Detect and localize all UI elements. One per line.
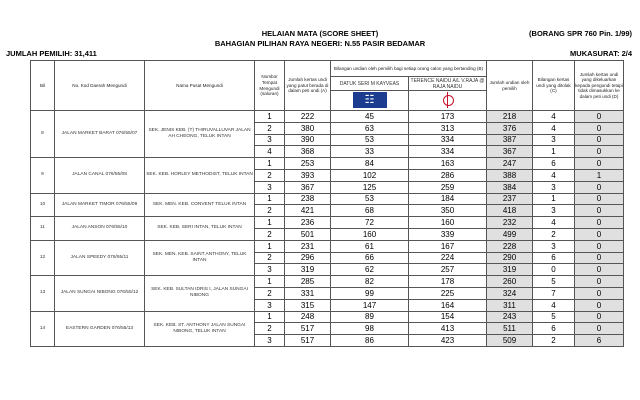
kertas-dikeluarkan-cell: 248 bbox=[285, 311, 331, 323]
candidate-1-votes-cell: 147 bbox=[331, 299, 409, 311]
table-row bbox=[31, 217, 624, 229]
ditolak-cell: 7 bbox=[533, 287, 575, 299]
page-number: MUKASURAT: 2/4 bbox=[570, 49, 632, 58]
kertas-dikeluarkan-cell: 296 bbox=[285, 252, 331, 264]
district-bil: 12 bbox=[31, 240, 55, 275]
candidate-1-votes-cell: 66 bbox=[331, 252, 409, 264]
tidak-dimasukkan-cell: 6 bbox=[575, 335, 624, 347]
jumlah-undian-cell: 324 bbox=[487, 287, 533, 299]
jumlah-undian-cell: 290 bbox=[487, 252, 533, 264]
jumlah-undian-cell: 218 bbox=[487, 111, 533, 123]
tidak-dimasukkan-cell: 0 bbox=[575, 146, 624, 158]
saluran-cell: 3 bbox=[255, 299, 285, 311]
district-bil: 8 bbox=[31, 111, 55, 158]
tidak-dimasukkan-cell: 0 bbox=[575, 193, 624, 205]
candidate-1-name: DATUK SERI M KAYVEAS bbox=[331, 77, 409, 91]
candidate-1-votes-cell: 102 bbox=[331, 169, 409, 181]
jumlah-undian-cell: 367 bbox=[487, 146, 533, 158]
kertas-dikeluarkan-cell: 236 bbox=[285, 217, 331, 229]
candidate-2-votes-cell: 167 bbox=[409, 240, 487, 252]
ditolak-cell: 6 bbox=[533, 158, 575, 170]
district-bil: 9 bbox=[31, 158, 55, 193]
candidate-2-votes-cell: 164 bbox=[409, 299, 487, 311]
saluran-cell: 1 bbox=[255, 311, 285, 323]
jumlah-undian-cell: 384 bbox=[487, 181, 533, 193]
ditolak-cell: 4 bbox=[533, 217, 575, 229]
table-row bbox=[31, 240, 624, 252]
tidak-dimasukkan-cell: 0 bbox=[575, 311, 624, 323]
polling-centre: SEK. KEB. SERI INTAN, TELUK INTAN bbox=[145, 217, 255, 241]
kertas-dikeluarkan-cell: 380 bbox=[285, 122, 331, 134]
district-bil: 13 bbox=[31, 276, 55, 311]
candidate-2-votes-cell: 163 bbox=[409, 158, 487, 170]
ditolak-cell: 4 bbox=[533, 299, 575, 311]
candidate-2-votes-cell: 339 bbox=[409, 228, 487, 240]
candidate-2-votes-cell: 224 bbox=[409, 252, 487, 264]
saluran-cell: 1 bbox=[255, 111, 285, 123]
candidate-1-votes-cell: 45 bbox=[331, 111, 409, 123]
ditolak-cell: 3 bbox=[533, 205, 575, 217]
ditolak-cell: 3 bbox=[533, 134, 575, 146]
col-bil: Bil bbox=[31, 61, 55, 111]
jumlah-undian-cell: 228 bbox=[487, 240, 533, 252]
candidate-1-votes-cell: 160 bbox=[331, 228, 409, 240]
candidate-2-votes-cell: 334 bbox=[409, 134, 487, 146]
tidak-dimasukkan-cell: 0 bbox=[575, 122, 624, 134]
candidate-1-votes-cell: 63 bbox=[331, 122, 409, 134]
jumlah-undian-cell: 499 bbox=[487, 228, 533, 240]
tidak-dimasukkan-cell: 0 bbox=[575, 181, 624, 193]
dacing-icon bbox=[441, 92, 455, 108]
col-pusat: Nama Pusat Mengundi bbox=[145, 61, 255, 111]
kertas-dikeluarkan-cell: 501 bbox=[285, 228, 331, 240]
polling-centre: SEK. MEN. KEB. SAINT ANTHONY, TELUK INTAN bbox=[145, 240, 255, 275]
saluran-cell: 2 bbox=[255, 122, 285, 134]
saluran-cell: 2 bbox=[255, 323, 285, 335]
kertas-dikeluarkan-cell: 367 bbox=[285, 181, 331, 193]
candidate-1-votes-cell: 125 bbox=[331, 181, 409, 193]
candidate-2-votes-cell: 257 bbox=[409, 264, 487, 276]
saluran-cell: 1 bbox=[255, 193, 285, 205]
kertas-dikeluarkan-cell: 253 bbox=[285, 158, 331, 170]
district-code: EASTERN GARDEN 076/55/13 bbox=[55, 311, 145, 346]
district-bil: 11 bbox=[31, 217, 55, 241]
candidate-2-logo bbox=[409, 91, 487, 111]
saluran-cell: 2 bbox=[255, 169, 285, 181]
ditolak-cell: 4 bbox=[533, 169, 575, 181]
candidate-2-votes-cell: 286 bbox=[409, 169, 487, 181]
ditolak-cell: 5 bbox=[533, 311, 575, 323]
candidate-1-votes-cell: 99 bbox=[331, 287, 409, 299]
tidak-dimasukkan-cell: 1 bbox=[575, 169, 624, 181]
col-saluran: Nombor Tempat Mengundi (saluran) bbox=[255, 61, 285, 111]
ballot-box-icon: ☷ bbox=[353, 92, 387, 108]
tidak-dimasukkan-cell: 0 bbox=[575, 217, 624, 229]
candidate-2-votes-cell: 350 bbox=[409, 205, 487, 217]
kertas-dikeluarkan-cell: 390 bbox=[285, 134, 331, 146]
ditolak-cell: 6 bbox=[533, 252, 575, 264]
tidak-dimasukkan-cell: 0 bbox=[575, 276, 624, 288]
district-code: JALAN MARKET TIMOR 076/55/09 bbox=[55, 193, 145, 217]
form-code: (BORANG SPR 760 Pin. 1/99) bbox=[529, 29, 632, 38]
jumlah-undian-cell: 237 bbox=[487, 193, 533, 205]
candidate-2-votes-cell: 313 bbox=[409, 122, 487, 134]
ditolak-cell: 0 bbox=[533, 264, 575, 276]
jumlah-undian-cell: 319 bbox=[487, 264, 533, 276]
tidak-dimasukkan-cell: 0 bbox=[575, 134, 624, 146]
col-bilangan-undian: Bilangan undian oleh pemilih bagi setiap orang calon yang bertanding (B) bbox=[331, 61, 487, 77]
candidate-1-votes-cell: 84 bbox=[331, 158, 409, 170]
saluran-cell: 3 bbox=[255, 264, 285, 276]
candidate-2-votes-cell: 334 bbox=[409, 146, 487, 158]
candidate-2-votes-cell: 413 bbox=[409, 323, 487, 335]
jumlah-undian-cell: 311 bbox=[487, 299, 533, 311]
district-code: JALAN CANAL 076/55/08 bbox=[55, 158, 145, 193]
saluran-cell: 1 bbox=[255, 158, 285, 170]
candidate-1-votes-cell: 72 bbox=[331, 217, 409, 229]
table-row bbox=[31, 193, 624, 205]
saluran-cell: 3 bbox=[255, 134, 285, 146]
candidate-1-votes-cell: 53 bbox=[331, 193, 409, 205]
kertas-dikeluarkan-cell: 517 bbox=[285, 323, 331, 335]
sheet-subtitle: BAHAGIAN PILIHAN RAYA NEGERI: N.55 PASIR BEDAMAR bbox=[214, 39, 426, 48]
polling-centre: SEK. KEB. HORLEY METHODIST, TELUK INTAN bbox=[145, 158, 255, 193]
kertas-dikeluarkan-cell: 368 bbox=[285, 146, 331, 158]
candidate-2-votes-cell: 160 bbox=[409, 217, 487, 229]
saluran-cell: 1 bbox=[255, 276, 285, 288]
kertas-dikeluarkan-cell: 315 bbox=[285, 299, 331, 311]
jumlah-undian-cell: 243 bbox=[487, 311, 533, 323]
tidak-dimasukkan-cell: 0 bbox=[575, 205, 624, 217]
score-table bbox=[30, 60, 624, 347]
ditolak-cell: 2 bbox=[533, 335, 575, 347]
voter-count: JUMLAH PEMILIH: 31,411 bbox=[6, 49, 97, 58]
kertas-dikeluarkan-cell: 238 bbox=[285, 193, 331, 205]
tidak-dimasukkan-cell: 0 bbox=[575, 287, 624, 299]
candidate-2-votes-cell: 154 bbox=[409, 311, 487, 323]
candidate-1-votes-cell: 82 bbox=[331, 276, 409, 288]
polling-centre: SEK. KEB. ST. ANTHONY JALAN SUNGAI NIBONG, TELUK INTAN bbox=[145, 311, 255, 346]
candidate-1-votes-cell: 86 bbox=[331, 335, 409, 347]
col-kertas-dikeluarkan: Jumlah kertas undi yang patut berada di dalam peti undi (A) bbox=[285, 61, 331, 111]
jumlah-undian-cell: 509 bbox=[487, 335, 533, 347]
saluran-cell: 1 bbox=[255, 240, 285, 252]
saluran-cell: 2 bbox=[255, 205, 285, 217]
kertas-dikeluarkan-cell: 319 bbox=[285, 264, 331, 276]
district-bil: 14 bbox=[31, 311, 55, 346]
col-jumlah-undian: Jumlah undian oleh pemilih bbox=[487, 61, 533, 111]
jumlah-undian-cell: 387 bbox=[487, 134, 533, 146]
district-code: JALAN ANSON 076/55/10 bbox=[55, 217, 145, 241]
candidate-2-votes-cell: 225 bbox=[409, 287, 487, 299]
ditolak-cell: 5 bbox=[533, 276, 575, 288]
tidak-dimasukkan-cell: 0 bbox=[575, 252, 624, 264]
candidate-1-votes-cell: 98 bbox=[331, 323, 409, 335]
ditolak-cell: 1 bbox=[533, 146, 575, 158]
tidak-dimasukkan-cell: 0 bbox=[575, 111, 624, 123]
table-row bbox=[31, 111, 624, 123]
jumlah-undian-cell: 247 bbox=[487, 158, 533, 170]
kertas-dikeluarkan-cell: 393 bbox=[285, 169, 331, 181]
district-code: JALAN SUNGAI NIBONG 076/55/12 bbox=[55, 276, 145, 311]
candidate-2-votes-cell: 173 bbox=[409, 111, 487, 123]
saluran-cell: 4 bbox=[255, 146, 285, 158]
candidate-2-votes-cell: 259 bbox=[409, 181, 487, 193]
saluran-cell: 3 bbox=[255, 181, 285, 193]
kertas-dikeluarkan-cell: 331 bbox=[285, 287, 331, 299]
kertas-dikeluarkan-cell: 222 bbox=[285, 111, 331, 123]
polling-centre: SEK. JENIS KEB. (T) THIRUVALLUVAR JALAN AH CHEONG, TELUK INTAN bbox=[145, 111, 255, 158]
table-row bbox=[31, 311, 624, 323]
candidate-2-votes-cell: 184 bbox=[409, 193, 487, 205]
district-code: JALAN MARKET BARAT 076/55/07 bbox=[55, 111, 145, 158]
district-code: JALAN SPEEDY 076/55/11 bbox=[55, 240, 145, 275]
tidak-dimasukkan-cell: 0 bbox=[575, 228, 624, 240]
kertas-dikeluarkan-cell: 231 bbox=[285, 240, 331, 252]
candidate-1-votes-cell: 62 bbox=[331, 264, 409, 276]
jumlah-undian-cell: 260 bbox=[487, 276, 533, 288]
candidate-2-votes-cell: 423 bbox=[409, 335, 487, 347]
ditolak-cell: 4 bbox=[533, 111, 575, 123]
saluran-cell: 2 bbox=[255, 228, 285, 240]
col-tidak-dimasukkan: Jumlah kertas undi yang dikeluarkan kepada pengundi tetapi tidak dimasukkan ke dalam peti undi (D) bbox=[575, 61, 624, 111]
tidak-dimasukkan-cell: 0 bbox=[575, 264, 624, 276]
saluran-cell: 1 bbox=[255, 217, 285, 229]
table-row bbox=[31, 276, 624, 288]
candidate-2-name: TERENCE NAIDU A/L V.RAJA @ RAJA NAIDU bbox=[409, 77, 487, 91]
tidak-dimasukkan-cell: 0 bbox=[575, 240, 624, 252]
ditolak-cell: 4 bbox=[533, 122, 575, 134]
kertas-dikeluarkan-cell: 517 bbox=[285, 335, 331, 347]
polling-centre: SEK. KEB. SULTAN IDRIS I, JALAN SUNGAI NIBONG bbox=[145, 276, 255, 311]
kertas-dikeluarkan-cell: 285 bbox=[285, 276, 331, 288]
jumlah-undian-cell: 511 bbox=[487, 323, 533, 335]
candidate-2-votes-cell: 178 bbox=[409, 276, 487, 288]
saluran-cell: 3 bbox=[255, 335, 285, 347]
ditolak-cell: 3 bbox=[533, 240, 575, 252]
candidate-1-votes-cell: 89 bbox=[331, 311, 409, 323]
ditolak-cell: 3 bbox=[533, 181, 575, 193]
saluran-cell: 2 bbox=[255, 287, 285, 299]
kertas-dikeluarkan-cell: 421 bbox=[285, 205, 331, 217]
candidate-1-logo bbox=[331, 91, 409, 111]
jumlah-undian-cell: 418 bbox=[487, 205, 533, 217]
candidate-1-votes-cell: 61 bbox=[331, 240, 409, 252]
district-bil: 10 bbox=[31, 193, 55, 217]
candidate-1-votes-cell: 33 bbox=[331, 146, 409, 158]
jumlah-undian-cell: 232 bbox=[487, 217, 533, 229]
saluran-cell: 2 bbox=[255, 252, 285, 264]
polling-centre: SEK. MEN. KEB. CONVENT TELUK INTAN bbox=[145, 193, 255, 217]
col-ditolak: Bilangan kertas undi yang ditolak (C) bbox=[533, 61, 575, 111]
col-kod: No. Kod Daerah Mengundi bbox=[55, 61, 145, 111]
table-row bbox=[31, 158, 624, 170]
tidak-dimasukkan-cell: 0 bbox=[575, 323, 624, 335]
candidate-1-votes-cell: 68 bbox=[331, 205, 409, 217]
ditolak-cell: 6 bbox=[533, 323, 575, 335]
ditolak-cell: 1 bbox=[533, 193, 575, 205]
jumlah-undian-cell: 376 bbox=[487, 122, 533, 134]
sheet-title: HELAIAN MATA (SCORE SHEET) bbox=[261, 29, 379, 38]
ditolak-cell: 2 bbox=[533, 228, 575, 240]
tidak-dimasukkan-cell: 0 bbox=[575, 299, 624, 311]
jumlah-undian-cell: 388 bbox=[487, 169, 533, 181]
tidak-dimasukkan-cell: 0 bbox=[575, 158, 624, 170]
candidate-1-votes-cell: 53 bbox=[331, 134, 409, 146]
